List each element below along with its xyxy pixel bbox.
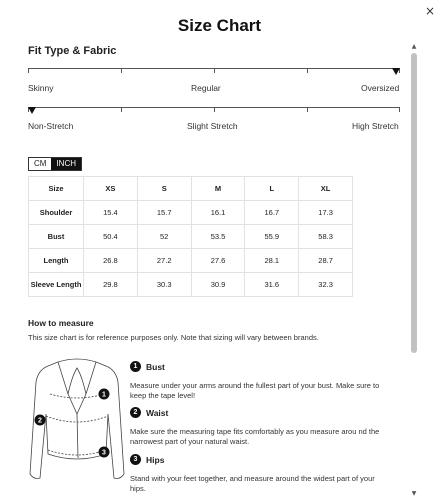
table-header: XS bbox=[84, 177, 138, 201]
measure-number: 1 bbox=[130, 361, 141, 372]
table-header: Size bbox=[29, 177, 84, 201]
figure-label-2: 2 bbox=[38, 417, 42, 425]
scrollbar[interactable] bbox=[409, 41, 419, 500]
table-cell: 32.3 bbox=[299, 273, 353, 297]
table-row bbox=[29, 273, 353, 297]
table-header-row bbox=[29, 177, 353, 201]
triangle-marker-icon bbox=[28, 107, 36, 114]
table-cell: 16.1 bbox=[191, 201, 245, 225]
fabric-label-high-stretch: High Stretch bbox=[352, 121, 399, 131]
fabric-tick bbox=[307, 107, 308, 112]
fit-tick bbox=[28, 68, 29, 73]
table-cell: 28.1 bbox=[245, 249, 299, 273]
table-cell: 27.6 bbox=[191, 249, 245, 273]
table-cell: 31.6 bbox=[245, 273, 299, 297]
modal-title: Size Chart bbox=[177, 16, 262, 35]
unit-inch-button[interactable]: INCH bbox=[51, 158, 81, 170]
table-cell: 15.4 bbox=[84, 201, 138, 225]
fabric-label-non-stretch: Non-Stretch bbox=[28, 121, 74, 131]
chevron-down-icon[interactable]: ▼ bbox=[411, 490, 417, 497]
measure-description: Stand with your feet together, and measure around the widest part of your hips. bbox=[130, 474, 375, 493]
measure-description: Make sure the measuring tape fits comfortably as you measure arou nd the narrowest part of your natural waist. bbox=[130, 427, 380, 446]
figure-marker-1 bbox=[99, 389, 110, 400]
fit-tick bbox=[121, 68, 122, 73]
table-cell: 16.7 bbox=[245, 201, 299, 225]
measure-number: 3 bbox=[130, 454, 141, 465]
table-header: XL bbox=[299, 177, 353, 201]
fabric-tick bbox=[214, 107, 215, 112]
scroll-content[interactable] bbox=[0, 40, 420, 500]
how-to-measure-note: This size chart is for reference purposes only. Note that sizing will vary between brands. bbox=[28, 333, 319, 342]
fit-tick bbox=[214, 68, 215, 73]
scrollbar-thumb[interactable] bbox=[411, 53, 417, 353]
row-label: Shoulder bbox=[29, 201, 84, 225]
row-label: Length bbox=[29, 249, 84, 273]
table-cell: 17.3 bbox=[299, 201, 353, 225]
row-label: Bust bbox=[29, 225, 84, 249]
fit-section-title: Fit Type & Fabric bbox=[28, 45, 117, 57]
how-to-measure-title: How to measure bbox=[28, 318, 94, 328]
measure-item-bust bbox=[130, 358, 385, 401]
fabric-tick bbox=[399, 107, 400, 112]
unit-cm-button[interactable]: CM bbox=[34, 159, 47, 168]
fabric-label-slight-stretch: Slight Stretch bbox=[187, 121, 238, 131]
triangle-marker-icon bbox=[392, 68, 400, 75]
close-icon[interactable]: × bbox=[424, 4, 436, 18]
garment-figure bbox=[28, 354, 126, 500]
table-cell: 27.2 bbox=[137, 249, 191, 273]
size-table bbox=[28, 176, 353, 297]
table-row bbox=[29, 201, 353, 225]
table-header: M bbox=[191, 177, 245, 201]
figure-label-1: 1 bbox=[102, 391, 106, 399]
fit-label-oversized: Oversized bbox=[361, 83, 400, 93]
table-cell: 50.4 bbox=[84, 225, 138, 249]
table-cell: 58.3 bbox=[299, 225, 353, 249]
measure-number: 2 bbox=[130, 407, 141, 418]
table-header: L bbox=[245, 177, 299, 201]
measure-title: Bust bbox=[146, 361, 165, 372]
unit-toggle bbox=[28, 157, 82, 171]
table-cell: 28.7 bbox=[299, 249, 353, 273]
table-cell: 53.5 bbox=[191, 225, 245, 249]
table-cell: 52 bbox=[137, 225, 191, 249]
table-cell: 26.8 bbox=[84, 249, 138, 273]
figure-marker-2 bbox=[35, 415, 46, 426]
fit-label-skinny: Skinny bbox=[28, 83, 54, 93]
measure-item-waist bbox=[130, 404, 385, 447]
measure-description: Measure under your arms around the fullest part of your bust. Make sure to keep the tape level! bbox=[130, 381, 380, 400]
fit-label-regular: Regular bbox=[191, 83, 221, 93]
figure-marker-3 bbox=[99, 447, 110, 458]
table-row bbox=[29, 225, 353, 249]
table-cell: 30.9 bbox=[191, 273, 245, 297]
fit-tick bbox=[307, 68, 308, 73]
table-cell: 29.8 bbox=[84, 273, 138, 297]
fabric-tick bbox=[121, 107, 122, 112]
chevron-up-icon[interactable]: ▲ bbox=[411, 43, 417, 50]
table-header: S bbox=[137, 177, 191, 201]
figure-label-3: 3 bbox=[102, 449, 106, 457]
measure-title: Waist bbox=[146, 407, 169, 418]
table-cell: 55.9 bbox=[245, 225, 299, 249]
table-cell: 30.3 bbox=[137, 273, 191, 297]
measure-item-hips bbox=[130, 451, 385, 494]
table-row bbox=[29, 249, 353, 273]
measure-title: Hips bbox=[146, 454, 165, 465]
row-label: Sleeve Length bbox=[29, 273, 84, 297]
table-cell: 15.7 bbox=[137, 201, 191, 225]
